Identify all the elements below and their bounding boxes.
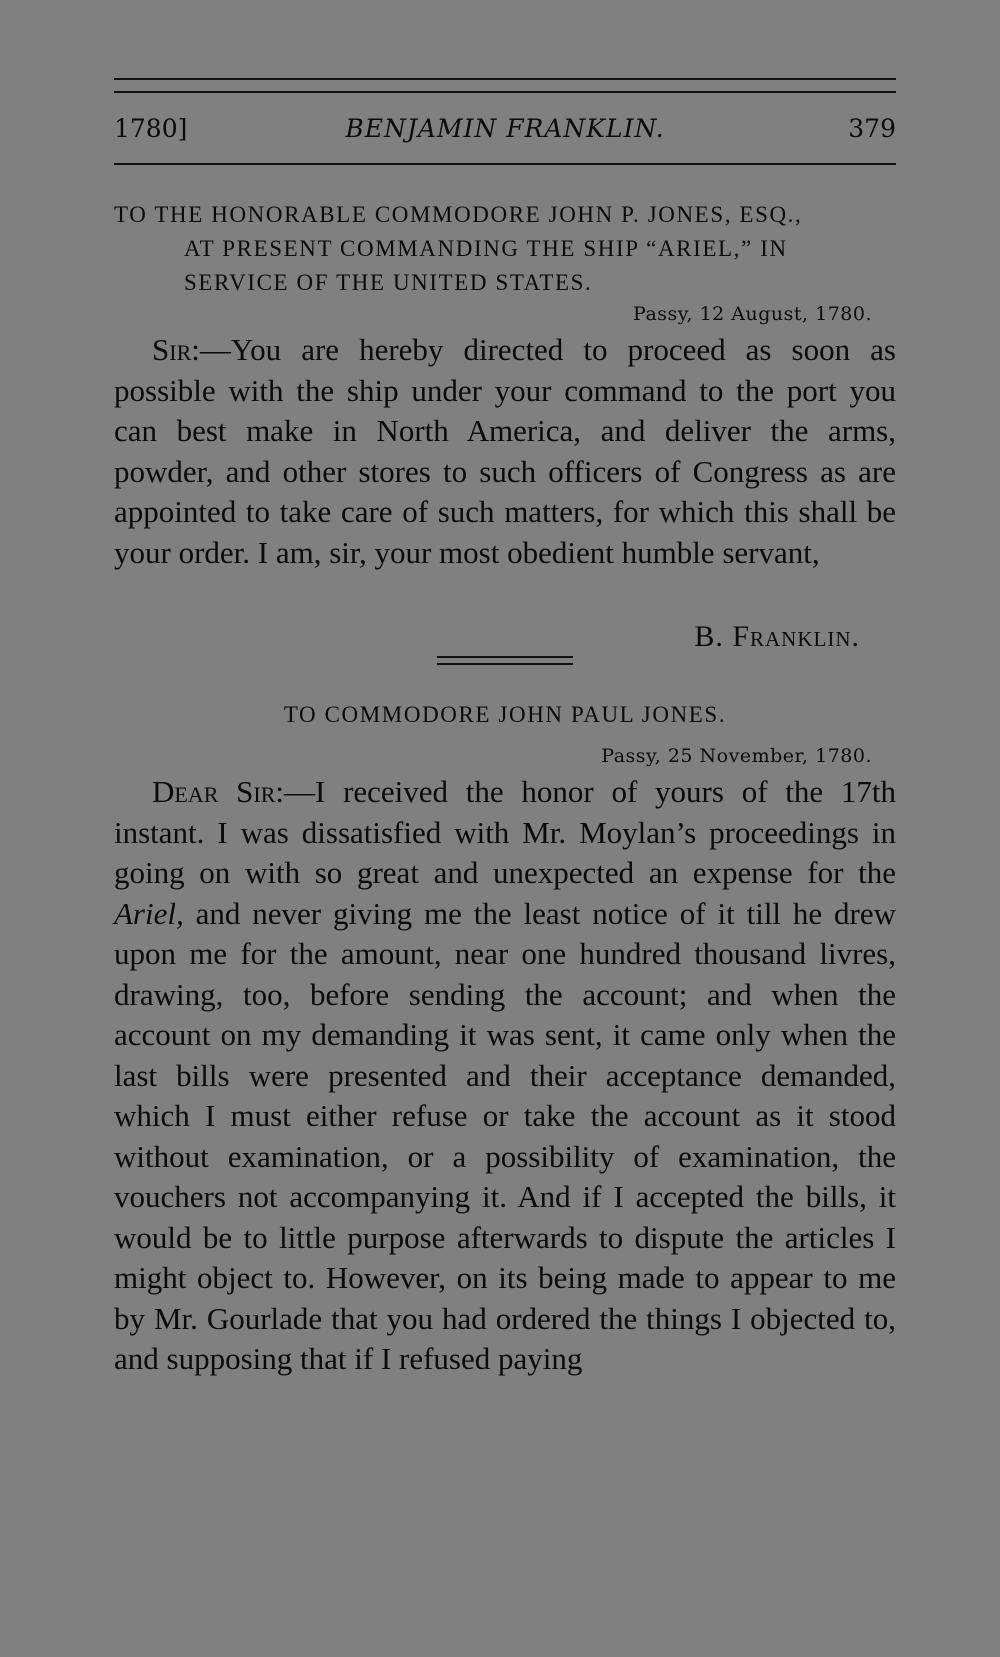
letter1-body-text: :—You are hereby directed to proceed as soon as possible with the ship under your command to the port you can best make in North America, and deliver the arms, powder, and other stores to such officers of Congress as are appointed to take care of such matters, for which this shall be your order. I am, sir, your most obedient humble servant, — [114, 332, 896, 570]
letter1-address-line: SERVICE OF THE UNITED STATES. — [184, 270, 593, 295]
letter2-body — [114, 772, 896, 1380]
section-divider-lower — [437, 663, 573, 665]
letter1-address — [114, 198, 896, 300]
page-number: 379 — [848, 114, 896, 143]
letter2-dateline: Passy, 25 November, 1780. — [601, 745, 872, 767]
top-rule — [114, 78, 896, 80]
ship-name: Ariel, — [114, 895, 184, 931]
letter1-address-line: AT PRESENT COMMANDING THE SHIP “ARIEL,” IN — [184, 236, 788, 261]
section-divider — [437, 656, 573, 658]
letter2-body-start: :—I received the honor of yours of the 17th instant. I was dissatisfied with Mr. Moylan’s proceedings in going on with so great and unexpected an expense for the — [114, 774, 896, 890]
running-head-year: 1780] — [114, 114, 188, 143]
running-head-title: BENJAMIN FRANKLIN. — [345, 114, 665, 143]
letter1-salutation: Sir — [152, 332, 192, 367]
letter1-dateline: Passy, 12 August, 1780. — [633, 303, 872, 325]
letter1-body — [114, 330, 896, 573]
top-rule-inner — [114, 91, 896, 93]
letter2-heading: TO COMMODORE JOHN PAUL JONES. — [283, 702, 727, 727]
running-head — [114, 114, 896, 154]
letter2-body-rest: and never giving me the least notice of it till he drew upon me for the amount, near one hundred thousand livres, drawing, too, before sending the account; and when the account on my demanding it was sent, it came only when the last bills were presented and their acceptance demanded, which I must either refuse or take the account as it stood without examination, or a possibility of examination, the vouchers not accompanying it. And if I accepted the bills, it would be to little purpose afterwards to dispute the articles I might object to. However, on its being made to appear to me by Mr. Gourlade that you had ordered the things I objected to, and supposing that if I refused paying — [114, 895, 897, 1376]
letter1-address-line: TO THE HONORABLE COMMODORE JOHN P. JONES, ESQ., — [114, 202, 803, 227]
letter1-signature: B. Franklin. — [694, 620, 860, 653]
header-rule — [114, 163, 896, 165]
letter2-salutation: Dear Sir — [152, 774, 276, 809]
